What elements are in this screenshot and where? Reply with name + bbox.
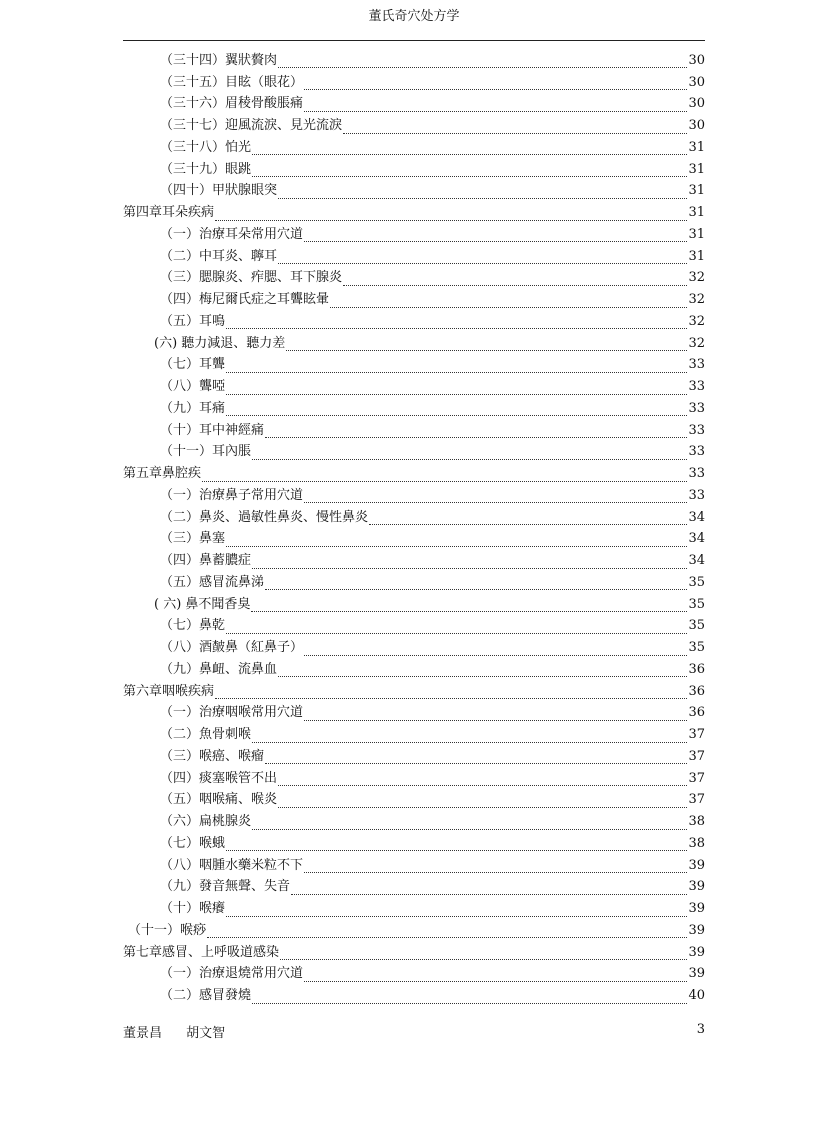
toc-section-entry[interactable] — [123, 376, 705, 398]
toc-dot-leader — [278, 57, 687, 68]
toc-dot-leader — [265, 753, 687, 764]
toc-section-entry[interactable] — [123, 811, 705, 833]
toc-section-entry[interactable] — [123, 137, 705, 159]
toc-dot-leader — [304, 79, 687, 90]
toc-entry-title: （三）喉癌、喉瘤 — [160, 748, 265, 764]
toc-entry-title: （三）腮腺炎、痄腮、耳下腺炎 — [160, 270, 343, 286]
toc-entry-title: （十一）耳內脹 — [160, 444, 252, 460]
table-of-contents — [123, 50, 705, 1007]
toc-entry-page: 30 — [688, 96, 705, 112]
toc-entry-title: 第五章鼻腔疾 — [123, 466, 202, 482]
footer-author-2: 胡文智 — [186, 1026, 226, 1041]
toc-dot-leader — [226, 362, 687, 373]
toc-dot-leader — [291, 884, 687, 895]
toc-dot-leader — [226, 623, 687, 634]
toc-entry-page: 33 — [688, 379, 705, 395]
toc-entry-title: （八）咽腫水藥米粒不下 — [160, 857, 304, 873]
toc-entry-page: 35 — [688, 640, 705, 656]
toc-entry-page: 40 — [688, 988, 705, 1004]
toc-section-entry[interactable] — [123, 616, 705, 638]
toc-entry-page: 33 — [688, 357, 705, 373]
toc-entry-page: 39 — [688, 966, 705, 982]
toc-dot-leader — [343, 275, 687, 286]
toc-dot-leader — [252, 166, 687, 177]
toc-entry-title: （一）治療咽喉常用穴道 — [160, 705, 304, 721]
toc-dot-leader — [207, 927, 687, 938]
toc-section-entry[interactable] — [123, 833, 705, 855]
toc-entry-page: 36 — [688, 683, 705, 699]
toc-entry-page: 35 — [688, 618, 705, 634]
toc-entry-title: （五）感冒流鼻涕 — [160, 574, 265, 590]
toc-dot-leader — [265, 579, 687, 590]
toc-entry-page: 33 — [688, 487, 705, 503]
toc-entry-title: ( 六) 鼻不聞香臭 — [154, 596, 251, 612]
toc-dot-leader — [286, 340, 687, 351]
toc-entry-title: （二）魚骨刺喉 — [160, 727, 252, 743]
toc-entry-title: （十）喉癢 — [160, 901, 226, 917]
toc-entry-page: 39 — [688, 901, 705, 917]
toc-entry-page: 31 — [688, 139, 705, 155]
toc-dot-leader — [304, 101, 687, 112]
toc-entry-title: （三十九）眼跳 — [160, 161, 252, 177]
toc-entry-title: （八）聾啞 — [160, 379, 226, 395]
toc-entry-title: （七）鼻乾 — [160, 618, 226, 634]
toc-entry-page: 32 — [688, 292, 705, 308]
toc-dot-leader — [215, 688, 687, 699]
toc-section-entry[interactable] — [123, 877, 705, 899]
page-footer — [123, 1022, 705, 1041]
toc-section-entry[interactable] — [123, 398, 705, 420]
toc-entry-page: 37 — [688, 748, 705, 764]
toc-entry-title: （四）痰塞喉管不出 — [160, 770, 278, 786]
toc-dot-leader — [265, 427, 687, 438]
toc-section-entry[interactable] — [123, 485, 705, 507]
toc-entry-page: 33 — [688, 400, 705, 416]
toc-entry-title: （二）鼻炎、過敏性鼻炎、慢性鼻炎 — [160, 509, 369, 525]
footer-author-1: 董景昌 — [123, 1026, 163, 1041]
toc-entry-page: 39 — [688, 857, 705, 873]
toc-entry-page: 37 — [688, 770, 705, 786]
running-header — [0, 8, 828, 26]
toc-entry-title: （六）扁桃腺炎 — [160, 814, 252, 830]
toc-dot-leader — [304, 710, 687, 721]
header-title: 董氏奇穴处方学 — [368, 9, 460, 24]
toc-entry-page: 30 — [688, 52, 705, 68]
toc-entry-page: 38 — [688, 835, 705, 851]
toc-dot-leader — [278, 188, 687, 199]
toc-entry-page: 31 — [688, 226, 705, 242]
toc-dot-leader — [226, 536, 687, 547]
toc-entry-page: 39 — [688, 944, 705, 960]
toc-section-entry[interactable] — [123, 159, 705, 181]
toc-dot-leader — [252, 732, 687, 743]
toc-dot-leader — [343, 123, 687, 134]
toc-entry-title: （十一）喉痧 — [128, 922, 207, 938]
toc-dot-leader — [304, 971, 687, 982]
toc-entry-title: （五）耳鳴 — [160, 313, 226, 329]
toc-section-entry[interactable] — [123, 311, 705, 333]
toc-entry-page: 30 — [688, 74, 705, 90]
toc-dot-leader — [202, 471, 687, 482]
toc-section-entry[interactable] — [123, 115, 705, 137]
toc-section-entry[interactable] — [123, 355, 705, 377]
toc-entry-title: 第六章咽喉疾病 — [123, 683, 215, 699]
toc-section-entry[interactable] — [123, 507, 705, 529]
toc-dot-leader — [280, 949, 687, 960]
toc-entry-page: 34 — [688, 553, 705, 569]
toc-entry-title: （三十四）翼狀贅肉 — [160, 52, 278, 68]
toc-entry-title: (六) 聽力減退、聽力差 — [154, 335, 286, 351]
toc-entry-title: 第四章耳朵疾病 — [123, 205, 215, 221]
toc-entry-page: 36 — [688, 661, 705, 677]
toc-entry-title: （三）鼻塞 — [160, 531, 226, 547]
toc-section-entry[interactable] — [123, 268, 705, 290]
toc-entry-page: 31 — [688, 161, 705, 177]
footer-page-number: 3 — [696, 1022, 705, 1037]
toc-section-entry[interactable] — [123, 898, 705, 920]
toc-section-entry[interactable] — [123, 181, 705, 203]
toc-dot-leader — [226, 318, 687, 329]
toc-entry-page: 39 — [688, 879, 705, 895]
footer-authors — [123, 1022, 245, 1041]
toc-dot-leader — [226, 384, 687, 395]
toc-dot-leader — [252, 144, 687, 155]
toc-entry-page: 37 — [688, 727, 705, 743]
toc-entry-page: 32 — [688, 313, 705, 329]
toc-entry-title: （四）梅尼爾氏症之耳聾眩暈 — [160, 292, 330, 308]
toc-entry-title: （一）治療退燒常用穴道 — [160, 966, 304, 982]
toc-section-entry[interactable] — [123, 637, 705, 659]
toc-entry-page: 32 — [688, 270, 705, 286]
toc-dot-leader — [304, 645, 687, 656]
toc-entry-title: （九）發音無聲、失音 — [160, 879, 291, 895]
toc-dot-leader — [278, 666, 687, 677]
toc-entry-title: （九）耳痛 — [160, 400, 226, 416]
toc-section-entry[interactable] — [123, 724, 705, 746]
toc-section-entry[interactable] — [123, 420, 705, 442]
toc-entry-title: （一）治療鼻子常用穴道 — [160, 487, 304, 503]
toc-dot-leader — [215, 210, 687, 221]
toc-dot-leader — [278, 797, 687, 808]
toc-section-entry[interactable] — [123, 659, 705, 681]
toc-section-entry[interactable] — [123, 442, 705, 464]
toc-dot-leader — [252, 819, 687, 830]
toc-section-entry[interactable] — [123, 333, 705, 355]
toc-entry-page: 34 — [688, 509, 705, 525]
toc-entry-page: 33 — [688, 422, 705, 438]
toc-entry-page: 35 — [688, 596, 705, 612]
toc-section-entry[interactable] — [123, 529, 705, 551]
toc-entry-title: （五）咽喉痛、喉炎 — [160, 792, 278, 808]
toc-dot-leader — [304, 492, 687, 503]
toc-section-entry[interactable] — [123, 246, 705, 268]
toc-section-entry[interactable] — [123, 985, 705, 1007]
toc-entry-title: （十）耳中神經痛 — [160, 422, 265, 438]
toc-entry-title: （三十六）眉稜骨酸脹痛 — [160, 96, 304, 112]
toc-entry-page: 32 — [688, 335, 705, 351]
toc-section-entry[interactable] — [123, 594, 705, 616]
toc-entry-page: 33 — [688, 466, 705, 482]
toc-section-entry[interactable] — [123, 572, 705, 594]
toc-dot-leader — [252, 993, 687, 1004]
toc-section-entry[interactable] — [123, 768, 705, 790]
toc-entry-title: （三十七）迎風流淚、見光流淚 — [160, 118, 343, 134]
toc-entry-title: （二）感冒發燒 — [160, 988, 252, 1004]
toc-section-entry[interactable] — [123, 94, 705, 116]
toc-entry-title: （七）耳聾 — [160, 357, 226, 373]
toc-entry-page: 31 — [688, 183, 705, 199]
toc-chapter-entry[interactable] — [123, 681, 705, 703]
toc-section-entry[interactable] — [123, 72, 705, 94]
toc-entry-title: 第七章感冒、上呼吸道感染 — [123, 944, 280, 960]
toc-entry-page: 37 — [688, 792, 705, 808]
toc-dot-leader — [226, 840, 687, 851]
toc-entry-title: （八）酒皶鼻（紅鼻子） — [160, 640, 304, 656]
toc-dot-leader — [304, 231, 687, 242]
toc-dot-leader — [252, 449, 687, 460]
toc-chapter-entry[interactable] — [123, 463, 705, 485]
toc-section-entry[interactable] — [123, 50, 705, 72]
toc-entry-title: （三十五）目眩（眼花） — [160, 74, 304, 90]
toc-entry-title: （四十）甲狀腺眼突 — [160, 183, 278, 199]
toc-entry-page: 39 — [688, 922, 705, 938]
toc-entry-page: 38 — [688, 814, 705, 830]
toc-dot-leader — [252, 558, 687, 569]
toc-entry-title: （一）治療耳朵常用穴道 — [160, 226, 304, 242]
toc-entry-page: 31 — [688, 205, 705, 221]
toc-entry-title: （七）喉蛾 — [160, 835, 226, 851]
toc-section-entry[interactable] — [123, 746, 705, 768]
toc-dot-leader — [226, 405, 687, 416]
toc-entry-page: 36 — [688, 705, 705, 721]
toc-section-entry[interactable] — [123, 289, 705, 311]
toc-entry-page: 35 — [688, 574, 705, 590]
toc-dot-leader — [278, 253, 687, 264]
toc-entry-title: （三十八）怕光 — [160, 139, 252, 155]
toc-section-entry[interactable] — [123, 550, 705, 572]
header-rule — [123, 40, 705, 41]
toc-dot-leader — [278, 775, 687, 786]
toc-section-entry[interactable] — [123, 855, 705, 877]
toc-entry-page: 33 — [688, 444, 705, 460]
toc-section-entry[interactable] — [123, 224, 705, 246]
toc-section-entry[interactable] — [123, 964, 705, 986]
toc-section-entry[interactable] — [123, 703, 705, 725]
toc-entry-page: 34 — [688, 531, 705, 547]
toc-dot-leader — [330, 297, 687, 308]
toc-chapter-entry[interactable] — [123, 202, 705, 224]
toc-dot-leader — [304, 862, 687, 873]
toc-dot-leader — [251, 601, 687, 612]
toc-entry-title: （二）中耳炎、聹耳 — [160, 248, 278, 264]
toc-chapter-entry[interactable] — [123, 942, 705, 964]
toc-section-entry[interactable] — [123, 920, 705, 942]
toc-dot-leader — [226, 906, 687, 917]
toc-entry-title: （九）鼻衄、流鼻血 — [160, 661, 278, 677]
toc-entry-page: 30 — [688, 118, 705, 134]
toc-entry-title: （四）鼻蓄膿症 — [160, 553, 252, 569]
toc-section-entry[interactable] — [123, 790, 705, 812]
toc-dot-leader — [369, 514, 687, 525]
toc-entry-page: 31 — [688, 248, 705, 264]
